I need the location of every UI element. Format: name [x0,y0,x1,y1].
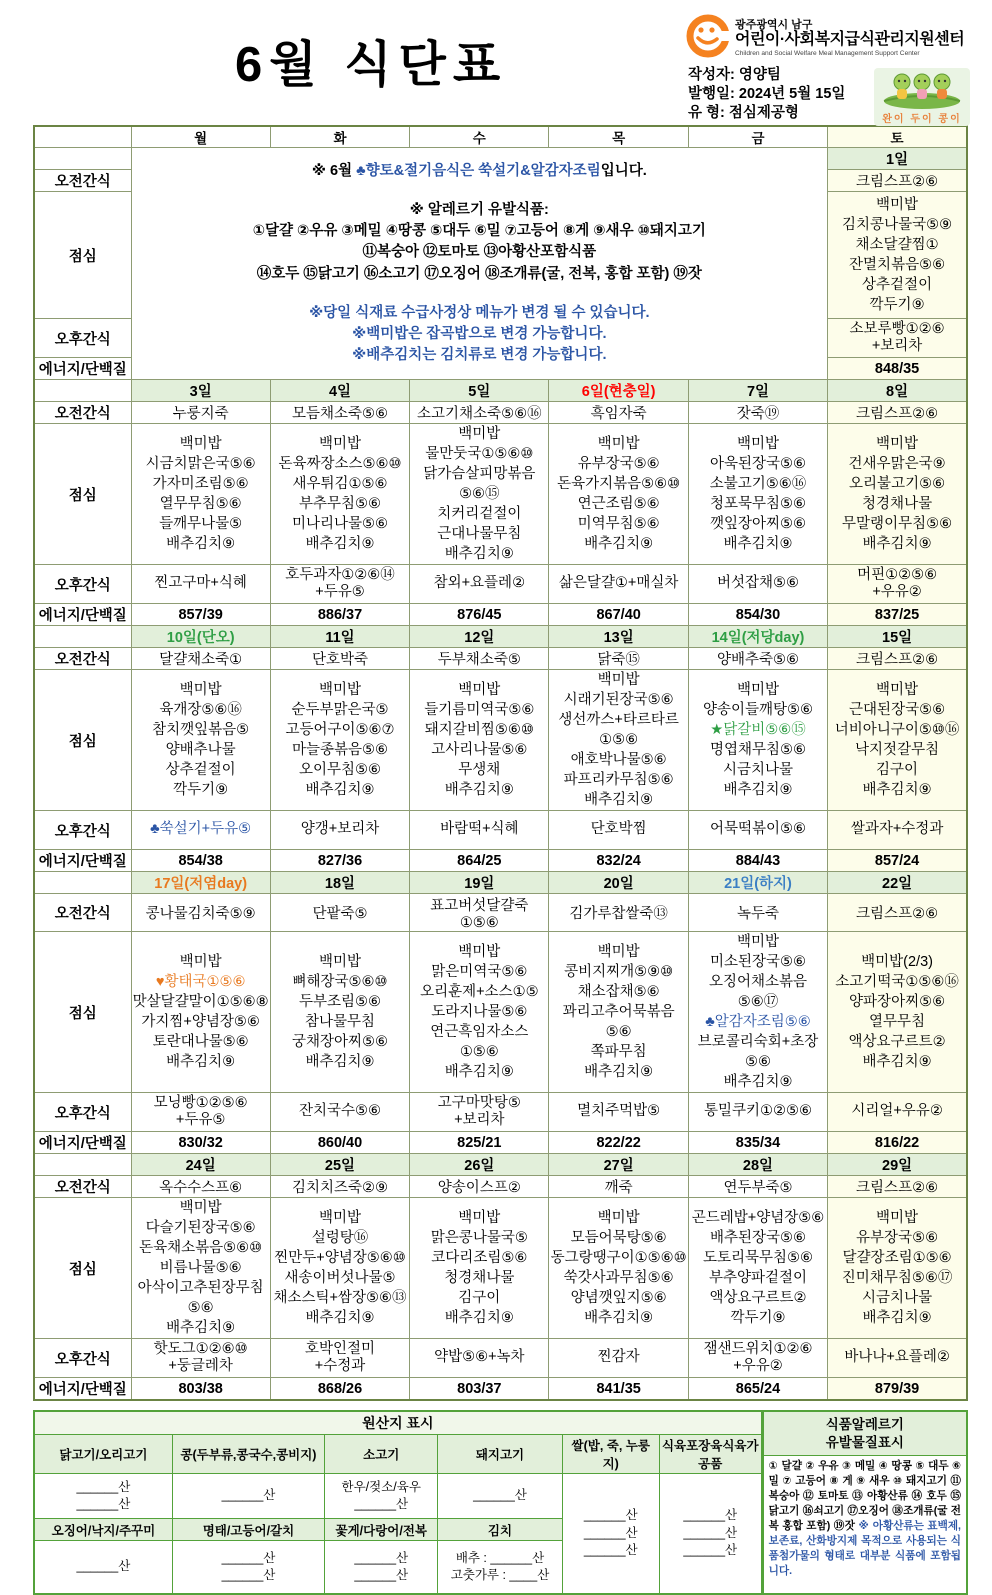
energy-cell: 832/24 [549,850,688,872]
origin-title: 원산지 표시 [34,1411,762,1435]
date-cell: 25일 [270,1154,409,1176]
lunch-cell: 곤드레밥+양념장⑤⑥ 배추된장국⑤⑥ 도토리묵무침⑤⑥ 부추양파겉절이 액상요구르트② 깍두기⑨ [688,1198,827,1339]
origin-value-cell: ______산 ______산 [172,1541,324,1595]
date-cell: 14일(저당day) [688,626,827,648]
am-snack-cell: 두부채소죽⑤ [410,648,549,670]
pm-snack-cell: 쌀과자+수정과 [828,811,967,850]
am-snack-cell: 양송이스프② [410,1176,549,1198]
bottom-section [33,1410,968,1595]
energy-cell: 803/37 [410,1378,549,1401]
date-cell: 22일 [828,872,967,894]
row-label-energy: 에너지/단백질 [34,1132,131,1154]
origin-value-cell: ______산 ______산 ______산 [659,1474,761,1595]
am-snack-cell: 김가루찹쌀죽⑬ [549,894,688,932]
lunch-cell: 백미밥 시래기된장국⑤⑥ 생선까스+타르타르①⑤⑥ 애호박나물⑤⑥ 파프리카무침⑤⑥ 배추김치⑨ [549,670,688,811]
lunch-cell: 백미밥(2/3) 소고기떡국①⑤⑥⑯ 양파장아찌⑤⑥ 열무무침 액상요구르트② 배추김치⑨ [828,932,967,1093]
energy-cell: 867/40 [549,604,688,626]
am-snack-cell: 단호박죽 [270,648,409,670]
row-label-energy: 에너지/단백질 [34,604,131,626]
energy-cell: 803/38 [131,1378,270,1401]
empty-label-cell [34,872,131,894]
energy-cell: 884/43 [688,850,827,872]
document-meta [688,66,845,123]
origin-header: 식육포장육식육가공품 [659,1435,761,1474]
pm-snack-cell: 호박인절미 +수정과 [270,1339,409,1378]
am-snack-cell: 깨죽 [549,1176,688,1198]
notice-line-theme: ※ 6월 ♣향토&절기음식은 쑥설기&알감자조림입니다. [311,163,647,180]
lunch-cell: 백미밥 육개장⑤⑥⑯ 참치깻잎볶음⑤ 양배추나물 상추겉절이 깍두기⑨ [131,670,270,811]
row-label-pm: 오후간식 [34,565,131,604]
pm-snack-cell: 고구마맛탕⑤ +보리차 [410,1093,549,1132]
row-label-am: 오전간식 [34,170,131,192]
dow-header: 수 [410,126,549,148]
empty-label-cell [34,380,131,402]
lunch-cell: 백미밥 아욱된장국⑤⑥ 소불고기⑤⑥⑯ 청포묵무침⑤⑥ 깻잎장아찌⑤⑥ 배추김치⑨ [688,424,827,565]
dow-header: 월 [131,126,270,148]
date-cell: 3일 [131,380,270,402]
am-snack-cell: 크림스프②⑥ [828,1176,967,1198]
allergen-info-box [763,1410,968,1595]
energy-cell: 865/24 [688,1378,827,1401]
mascot-caption: 완이 두이 콩이 [882,114,962,125]
date-cell: 7일 [688,380,827,402]
dow-header: 화 [270,126,409,148]
energy-cell: 837/25 [828,604,967,626]
am-snack-cell: 크림스프②⑥ [828,170,967,192]
origin-header: 콩(두부류,콩국수,콩비지) [172,1435,324,1474]
am-snack-cell: 누룽지죽 [131,402,270,424]
pm-snack-cell: 약밥⑤⑥+녹차 [410,1339,549,1378]
date-cell: 26일 [410,1154,549,1176]
am-snack-cell: 잣죽⑲ [688,402,827,424]
date-cell: 28일 [688,1154,827,1176]
pm-snack-cell: 머핀①②⑤⑥ +우유② [828,565,967,604]
org-name-en: Children and Social Welfare Meal Management Support Center [735,49,920,57]
pm-snack-cell: 호두과자①②⑥⑭ +두유⑤ [270,565,409,604]
am-snack-cell: 옥수수스프⑥ [131,1176,270,1198]
row-label-lunch: 점심 [34,192,131,319]
date-cell: 10일(단오) [131,626,270,648]
org-region: 광주광역시 남구 [735,19,813,32]
smiley-logo-icon [686,14,730,63]
org-name: 어린이·사회복지급식관리지원센터 [735,31,965,49]
date-cell: 5일 [410,380,549,402]
lunch-cell: 백미밥 순두부맑은국⑤ 고등어구이⑤⑥⑦ 마늘종볶음⑤⑥ 오이무침⑤⑥ 배추김치⑨ [270,670,409,811]
origin-value-cell: 배추 : ______산 고춧가루 : ____산 [438,1541,562,1595]
row-label-pm: 오후간식 [34,811,131,850]
energy-cell: 822/22 [549,1132,688,1154]
energy-cell: 868/26 [270,1378,409,1401]
pm-snack-cell: 단호박찜 [549,811,688,850]
allergen-legend-line: ⑪복숭아 ⑫토마토 ⑬아황산포함식품 [362,244,597,261]
date-cell: 1일 [828,148,967,170]
pm-snack-cell: 찐감자 [549,1339,688,1378]
row-label-lunch: 점심 [34,1198,131,1339]
row-label-energy: 에너지/단백질 [34,850,131,872]
menu-table [33,125,968,1401]
origin-header: 꽃게/다랑어/전복 [325,1519,438,1541]
date-cell: 11일 [270,626,409,648]
corner-cell [34,126,131,148]
origin-value-cell: ______산 ______산 ______산 [562,1474,659,1595]
energy-cell: 854/38 [131,850,270,872]
pm-snack-cell: 모닝빵①②⑤⑥ +두유⑤ [131,1093,270,1132]
lunch-cell: 백미밥 설렁탕⑯ 찐만두+양념장⑤⑥⑩ 새송이버섯나물⑤ 채소스틱+쌈장⑤⑥⑬ 배추김치⑨ [270,1198,409,1339]
dow-header: 금 [688,126,827,148]
energy-cell: 835/34 [688,1132,827,1154]
origin-header: 닭고기/오리고기 [34,1435,172,1474]
am-snack-cell: 양배추죽⑤⑥ [688,648,827,670]
date-cell: 12일 [410,626,549,648]
am-snack-cell: 연두부죽⑤ [688,1176,827,1198]
pm-snack-cell: 바람떡+식혜 [410,811,549,850]
pm-snack-cell: 참외+요플레② [410,565,549,604]
date-cell: 20일 [549,872,688,894]
origin-value-cell: ______산 ______산 [34,1474,172,1519]
row-label-energy: 에너지/단백질 [34,1378,131,1401]
date-cell: 21일(하지) [688,872,827,894]
notice-blue-line: ※백미밥은 잡곡밥으로 변경 가능합니다. [352,325,607,342]
am-snack-cell: 닭죽⑮ [549,648,688,670]
pm-snack-cell: 잼샌드위치①②⑥ +우유② [688,1339,827,1378]
date-cell: 19일 [410,872,549,894]
meal-type: 유 형: 점심제공형 [688,104,799,121]
lunch-cell: 백미밥 김치콩나물국⑤⑨ 채소달걀찜① 잔멸치볶음⑤⑥ 상추겉절이 깍두기⑨ [828,192,967,319]
pm-snack-cell: 소보루빵①②⑥ +보리차 [828,319,967,358]
origin-header: 쌀(밥, 죽, 누룽지) [562,1435,659,1474]
origin-value-cell: 한우/젖소/육우 ______산 [325,1474,438,1519]
dow-header: 목 [549,126,688,148]
date-cell: 29일 [828,1154,967,1176]
allergen-legend-line: ①달걀 ②우유 ③메밀 ④땅콩 ⑤대두 ⑥밀 ⑦고등어 ⑧게 ⑨새우 ⑩돼지고기 [252,223,706,240]
origin-header: 돼지고기 [438,1435,562,1474]
date-cell: 24일 [131,1154,270,1176]
date-cell: 18일 [270,872,409,894]
pm-snack-cell: 잔치국수⑤⑥ [270,1093,409,1132]
origin-header: 소고기 [325,1435,438,1474]
pm-snack-cell: ♣쑥설기+두유⑤ [131,811,270,850]
lunch-cell: 백미밥 맑은콩나물국⑤ 코다리조림⑤⑥ 청경채나물 김구이 배추김치⑨ [410,1198,549,1339]
page-title: 6월 식단표 [235,38,508,92]
am-snack-cell: 김치치즈죽②⑨ [270,1176,409,1198]
lunch-cell: 백미밥 돈육짜장소스⑤⑥⑩ 새우튀김①⑤⑥ 부추무침⑤⑥ 미나리나물⑤⑥ 배추김치⑨ [270,424,409,565]
date-cell: 13일 [549,626,688,648]
lunch-cell: 백미밥 양송이들깨탕⑤⑥ ★닭갈비⑤⑥⑮ 명엽채무침⑤⑥ 시금치나물 배추김치⑨ [688,670,827,811]
lunch-cell: 백미밥 시금치맑은국⑤⑥ 가자미조림⑤⑥ 열무무침⑤⑥ 들깨무나물⑤ 배추김치⑨ [131,424,270,565]
lunch-cell: 백미밥 물만둣국①⑤⑥⑩ 닭가슴살피망볶음⑤⑥⑮ 치커리겉절이 근대나물무침 배추김치⑨ [410,424,549,565]
energy-cell: 848/35 [828,358,967,380]
pm-snack-cell: 통밀쿠키①②⑤⑥ [688,1093,827,1132]
lunch-cell: 백미밥 ♥황태국①⑤⑥ 맛살달걀말이①⑤⑥⑧ 가지찜+양념장⑤⑥ 토란대나물⑤⑥ 배추김치⑨ [131,932,270,1093]
energy-cell: 854/30 [688,604,827,626]
org-logo-block [686,14,964,63]
origin-table [33,1410,763,1595]
energy-cell: 830/32 [131,1132,270,1154]
monthly-notice-cell [131,148,828,380]
lunch-cell: 백미밥 다슬기된장국⑤⑥ 돈육채소볶음⑤⑥⑩ 비름나물⑤⑥ 아삭이고추된장무침⑤⑥ 배추김치⑨ [131,1198,270,1339]
allergen-note: ※ 아황산류는 표백제, 보존료, 산화방지제 목적으로 사용되는 식품첨가물의 형태로 대부분 식품에 포함됩니다. [768,1520,961,1578]
notice-blue-line: ※당일 식재료 수급사정상 메뉴가 변경 될 수 있습니다. [309,304,650,321]
am-snack-cell: 달걀채소죽① [131,648,270,670]
origin-value-cell: ______산 [438,1474,562,1519]
energy-cell: 827/36 [270,850,409,872]
am-snack-cell: 녹두죽 [688,894,827,932]
row-label-am: 오전간식 [34,402,131,424]
pm-snack-cell: 멸치주먹밥⑤ [549,1093,688,1132]
issue-date: 발행일: 2024년 5월 15일 [688,85,846,102]
date-cell: 8일 [828,380,967,402]
empty-label-cell [34,626,131,648]
empty-label-cell [34,148,131,170]
mascot-image [874,68,970,126]
lunch-cell: 백미밥 모듬어묵탕⑤⑥ 동그랑땡구이①⑤⑥⑩ 쑥갓사과무침⑤⑥ 양념깻잎지⑤⑥ 배추김치⑨ [549,1198,688,1339]
energy-cell: 857/24 [828,850,967,872]
pm-snack-cell: 찐고구마+식혜 [131,565,270,604]
am-snack-cell: 콩나물김치죽⑤⑨ [131,894,270,932]
energy-cell: 816/22 [828,1132,967,1154]
am-snack-cell: 크림스프②⑥ [828,894,967,932]
energy-cell: 879/39 [828,1378,967,1401]
row-label-pm: 오후간식 [34,319,131,358]
lunch-cell: 백미밥 미소된장국⑤⑥ 오징어채소볶음⑤⑥⑰ ♣알감자조림⑤⑥ 브로콜리숙회+초장⑤⑥ 배추김치⑨ [688,932,827,1093]
origin-value-cell: ______산 [172,1474,324,1519]
row-label-am: 오전간식 [34,1176,131,1198]
energy-cell: 860/40 [270,1132,409,1154]
lunch-cell: 백미밥 유부장국⑤⑥ 달걀장조림①⑤⑥ 진미채무침⑤⑥⑰ 시금치나물 배추김치⑨ [828,1198,967,1339]
lunch-cell: 백미밥 근대된장국⑤⑥ 너비아니구이⑤⑩⑯ 낙지젓갈무침 김구이 배추김치⑨ [828,670,967,811]
row-label-energy: 에너지/단백질 [34,358,131,380]
pm-snack-cell: 시리얼+우유② [828,1093,967,1132]
lunch-cell: 백미밥 유부장국⑤⑥ 돈육가지볶음⑤⑥⑩ 연근조림⑤⑥ 미역무침⑤⑥ 배추김치⑨ [549,424,688,565]
am-snack-cell: 크림스프②⑥ [828,402,967,424]
row-label-lunch: 점심 [34,932,131,1093]
energy-cell: 876/45 [410,604,549,626]
page-header [0,0,992,125]
energy-cell: 886/37 [270,604,409,626]
pm-snack-cell: 핫도그①②⑥⑩ +둥글레차 [131,1339,270,1378]
origin-value-cell: ______산 ______산 [325,1541,438,1595]
pm-snack-cell: 양갱+보리차 [270,811,409,850]
dow-header: 토 [828,126,967,148]
row-label-pm: 오후간식 [34,1339,131,1378]
pm-snack-cell: 바나나+요플레② [828,1339,967,1378]
am-snack-cell: 소고기채소죽⑤⑥⑯ [410,402,549,424]
pm-snack-cell: 삶은달걀①+매실차 [549,565,688,604]
allergen-legend-title: ※ 알레르기 유발식품: [409,202,549,219]
lunch-cell: 백미밥 들기름미역국⑤⑥ 돼지갈비찜⑤⑥⑩ 고사리나물⑤⑥ 무생채 배추김치⑨ [410,670,549,811]
am-snack-cell: 표고버섯달걀죽①⑤⑥ [410,894,549,932]
am-snack-cell: 흑임자죽 [549,402,688,424]
lunch-cell: 백미밥 건새우맑은국⑨ 오리불고기⑤⑥ 청경채나물 무말랭이무침⑤⑥ 배추김치⑨ [828,424,967,565]
allergen-info-body [764,1456,966,1582]
row-label-lunch: 점심 [34,670,131,811]
empty-label-cell [34,1154,131,1176]
date-cell: 17일(저염day) [131,872,270,894]
origin-header: 명태/고등어/갈치 [172,1519,324,1541]
row-label-lunch: 점심 [34,424,131,565]
energy-cell: 825/21 [410,1132,549,1154]
origin-header: 오징어/낙지/주꾸미 [34,1519,172,1541]
lunch-cell: 백미밥 맑은미역국⑤⑥ 오리훈제+소스①⑤ 도라지나물⑤⑥ 연근흑임자소스①⑤⑥ 배추김치⑨ [410,932,549,1093]
date-cell: 15일 [828,626,967,648]
lunch-cell: 백미밥 뼈해장국⑤⑥⑩ 두부조림⑤⑥ 참나물무침 궁채장아찌⑤⑥ 배추김치⑨ [270,932,409,1093]
row-label-pm: 오후간식 [34,1093,131,1132]
pm-snack-cell: 어묵떡볶이⑤⑥ [688,811,827,850]
origin-value-cell: ______산 [34,1541,172,1595]
am-snack-cell: 모듬채소죽⑤⑥ [270,402,409,424]
row-label-am: 오전간식 [34,894,131,932]
origin-header: 김치 [438,1519,562,1541]
lunch-cell: 백미밥 콩비지찌개⑤⑨⑩ 채소잡채⑤⑥ 꽈리고추어묵볶음⑤⑥ 쪽파무침 배추김치⑨ [549,932,688,1093]
allergen-list: ① 달걀 ② 우유 ③ 메밀 ④ 땅콩 ⑤ 대두 ⑥ 밀 ⑦ 고등어 ⑧ 게 ⑨ 새우 ⑩ 돼지고기 ⑪ 복숭아 ⑫ 토마토 ⑬ 아황산류 ⑭ 호두 ⑮ 닭고기 ⑯쇠고기 ⑰오징어 ⑱조개류(굴 전복 홍합 포함) ⑲잣 [768,1460,961,1533]
energy-cell: 857/39 [131,604,270,626]
allergen-info-title: 식품알레르기 유발물질표시 [764,1412,966,1456]
notice-blue-line: ※배추김치는 김치류로 변경 가능합니다. [352,346,607,363]
date-cell: 6일(현충일) [549,380,688,402]
date-cell: 27일 [549,1154,688,1176]
energy-cell: 841/35 [549,1378,688,1401]
date-cell: 4일 [270,380,409,402]
allergen-legend-line: ⑭호두 ⑮닭고기 ⑯소고기 ⑰오징어 ⑱조개류(굴, 전복, 홍합 포함) ⑲잣 [256,265,702,282]
row-label-am: 오전간식 [34,648,131,670]
mascot-characters-icon [876,70,968,110]
pm-snack-cell: 버섯잡채⑤⑥ [688,565,827,604]
am-snack-cell: 크림스프②⑥ [828,648,967,670]
am-snack-cell: 단팥죽⑤ [270,894,409,932]
energy-cell: 864/25 [410,850,549,872]
writer: 작성자: 영양팀 [688,67,781,83]
